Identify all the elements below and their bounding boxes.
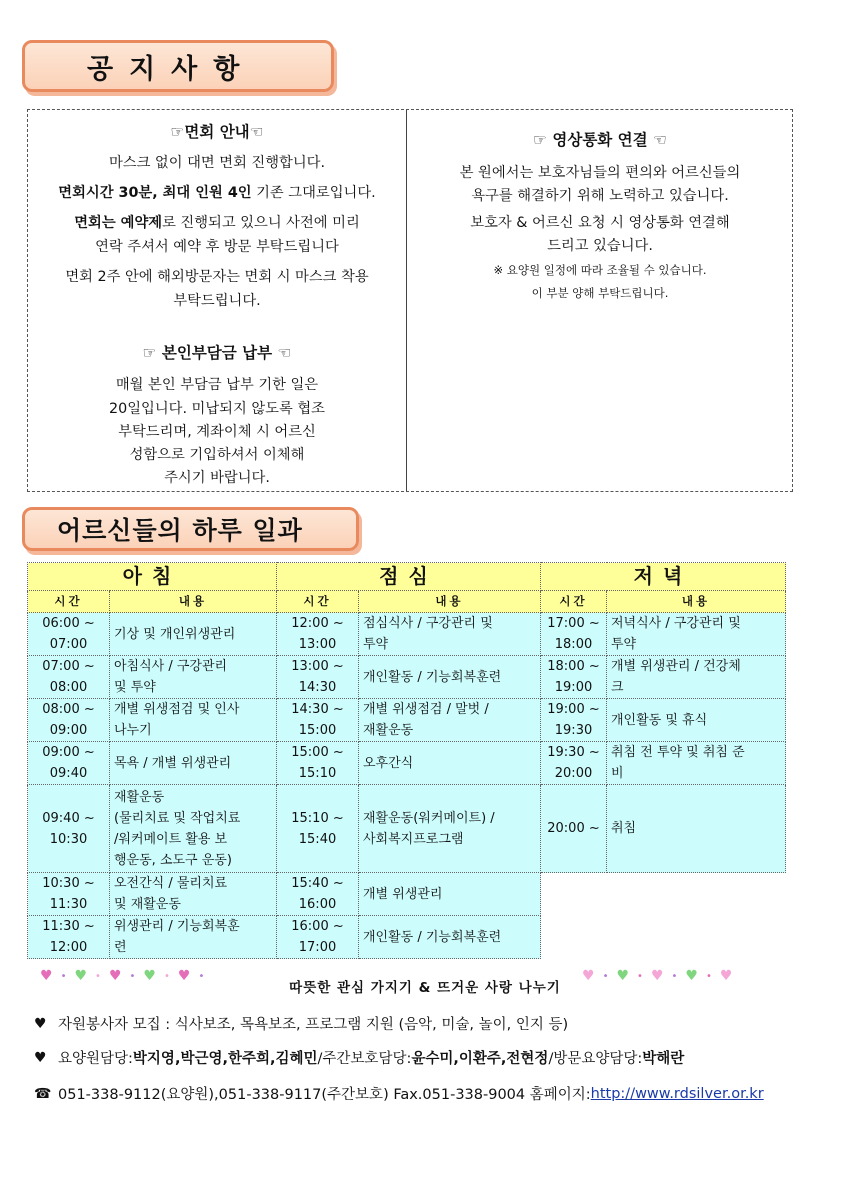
activity-line: 나누기 bbox=[114, 723, 152, 738]
table-row bbox=[28, 916, 786, 959]
heart-icon: ♥ bbox=[108, 968, 122, 984]
activity-cell bbox=[607, 656, 786, 699]
time-cell bbox=[277, 873, 359, 916]
activity-cell bbox=[359, 873, 541, 916]
visit-line-rest: 로 진행되고 있으니 사전에 미리 bbox=[162, 215, 360, 231]
activity-line: 사회복지프로그램 bbox=[363, 831, 464, 847]
time-header: 시간 bbox=[541, 591, 607, 613]
time-end: 12:00 bbox=[49, 940, 88, 955]
empty-cell bbox=[541, 916, 786, 959]
activity-cell bbox=[359, 613, 541, 656]
time-cell bbox=[541, 656, 607, 699]
contact-text: 051-338-9112(요양원),051-338-9117(주간보호) Fax.051-338-9004 홈페이지: bbox=[58, 1087, 591, 1103]
activity-line: 오전간식 / 물리치료 bbox=[114, 876, 228, 891]
staff-names: 박지영,박근영,한주희,김혜민 bbox=[132, 1051, 318, 1067]
schedule-banner-title: 어르신들의 하루 일과 bbox=[57, 516, 303, 545]
time-end: 08:00 bbox=[49, 680, 88, 695]
time-start: 18:00 ~ bbox=[547, 659, 600, 674]
time-cell bbox=[277, 699, 359, 742]
video-line: 드리고 있습니다. bbox=[547, 238, 653, 254]
activity-line: 저녁식사 / 구강관리 및 bbox=[611, 616, 741, 631]
activity-line: 비 bbox=[611, 766, 624, 781]
time-end: 20:00 bbox=[554, 766, 593, 781]
time-end: 13:00 bbox=[298, 637, 337, 652]
time-start: 08:00 ~ bbox=[42, 702, 95, 717]
heart-icon: ♥ bbox=[719, 968, 733, 984]
table-row bbox=[28, 699, 786, 742]
dot-icon: • bbox=[198, 970, 205, 982]
table-row bbox=[28, 613, 786, 656]
activity-cell bbox=[359, 785, 541, 873]
time-start: 14:30 ~ bbox=[291, 702, 344, 717]
time-start: 11:30 ~ bbox=[42, 919, 95, 934]
activity-line: (물리치료 및 작업치료 bbox=[114, 810, 241, 826]
time-end: 11:30 bbox=[49, 897, 88, 912]
time-start: 10:30 ~ bbox=[42, 876, 95, 891]
dot-icon: • bbox=[60, 970, 67, 982]
heart-icon: ♥ bbox=[685, 968, 698, 984]
heart-icon: ♥ bbox=[650, 968, 664, 984]
column-header-row bbox=[28, 591, 786, 613]
activity-line: 개인활동 / 기능회복훈련 bbox=[363, 929, 502, 945]
time-start: 19:00 ~ bbox=[547, 702, 600, 717]
time-end: 15:10 bbox=[298, 766, 337, 781]
time-cell bbox=[541, 742, 607, 785]
visit-line: 마스크 없이 대면 면회 진행합니다. bbox=[108, 155, 326, 171]
visit-line: 면회 2주 안에 해외방문자는 면회 시 마스크 착용 bbox=[65, 269, 369, 285]
activity-line: 및 투약 bbox=[114, 680, 156, 695]
activity-line: 개별 위생관리 / 건강체 bbox=[611, 659, 741, 674]
video-note: 이 부분 양해 부탁드립니다. bbox=[531, 286, 669, 300]
empty-cell bbox=[541, 873, 786, 916]
time-end: 09:00 bbox=[49, 723, 88, 738]
time-start: 16:00 ~ bbox=[291, 919, 344, 934]
video-line: 본 원에서는 보호자님들의 편의와 어르신들의 bbox=[459, 165, 741, 181]
visit-line: 부탁드립니다. bbox=[173, 293, 261, 309]
activity-line: 오후간식 bbox=[363, 755, 414, 771]
visit-line bbox=[28, 212, 406, 232]
activity-line: 목욕 / 개별 위생관리 bbox=[114, 755, 232, 771]
time-cell bbox=[28, 656, 110, 699]
heart-icon: ♥ bbox=[143, 968, 156, 984]
heart-icon: ♥ bbox=[34, 1049, 47, 1066]
time-start: 17:00 ~ bbox=[547, 616, 600, 631]
heart-icon: ♥ bbox=[582, 968, 595, 984]
activity-cell bbox=[359, 699, 541, 742]
period-lunch: 점심 bbox=[277, 563, 541, 591]
staff-label: /방문요양담당: bbox=[548, 1051, 643, 1067]
dot-icon: • bbox=[671, 970, 678, 982]
activity-line: 련 bbox=[114, 940, 127, 955]
time-header: 시간 bbox=[28, 591, 110, 613]
visit-line bbox=[28, 182, 406, 202]
payment-line: 주시기 바랍니다. bbox=[164, 470, 270, 486]
time-cell bbox=[28, 699, 110, 742]
payment-line: 부탁드리며, 계좌이체 시 어르신 bbox=[118, 424, 316, 440]
time-cell bbox=[28, 873, 110, 916]
time-cell bbox=[277, 916, 359, 959]
time-start: 19:30 ~ bbox=[547, 745, 600, 760]
staff-names: 윤수미,이환주,전현정 bbox=[411, 1051, 549, 1067]
activity-line: 재활운동 bbox=[114, 789, 165, 805]
time-end: 07:00 bbox=[49, 637, 88, 652]
staff-label: /주간보호담당: bbox=[317, 1051, 412, 1067]
activity-cell bbox=[607, 699, 786, 742]
schedule-banner bbox=[22, 507, 359, 551]
video-line: 보호자 & 어르신 요청 시 영상통화 연결해 bbox=[470, 215, 730, 231]
time-start: 20:00 ~ bbox=[547, 821, 600, 836]
volunteer-text: 자원봉사자 모집 : 식사보조, 목욕보조, 프로그램 지원 (음악, 미술, 놀이, 인지 등) bbox=[58, 1017, 569, 1033]
visit-heading: ☞면회 안내☜ bbox=[170, 123, 264, 141]
activity-cell bbox=[359, 656, 541, 699]
table-row bbox=[28, 656, 786, 699]
heart-decoration-right bbox=[582, 962, 740, 990]
activity-line: 점심식사 / 구강관리 및 bbox=[363, 616, 493, 631]
activity-cell bbox=[110, 742, 277, 785]
activity-line: 개별 위생점검 및 인사 bbox=[114, 702, 240, 717]
motto: 따뜻한 관심 가지기 & 뜨거운 사랑 나누기 bbox=[289, 980, 561, 996]
notice-box bbox=[27, 109, 793, 492]
time-start: 09:00 ~ bbox=[42, 745, 95, 760]
time-cell bbox=[541, 699, 607, 742]
notice-banner-title: 공지사항 bbox=[87, 53, 256, 85]
heart-icon: ♥ bbox=[40, 968, 53, 984]
table-row bbox=[28, 742, 786, 785]
notice-banner bbox=[22, 40, 334, 92]
activity-line: /워커메이트 활용 보 bbox=[114, 831, 228, 847]
time-cell bbox=[277, 742, 359, 785]
activity-line: 기상 및 개인위생관리 bbox=[114, 626, 236, 642]
activity-line: 개인활동 / 기능회복훈련 bbox=[363, 669, 502, 685]
dot-icon: • bbox=[95, 970, 101, 982]
heart-icon: ♥ bbox=[177, 968, 191, 984]
activity-line: 행운동, 소도구 운동) bbox=[114, 852, 232, 868]
content-header: 내용 bbox=[110, 591, 277, 613]
heart-icon: ♥ bbox=[34, 1015, 47, 1032]
payment-heading: ☞ 본인부담금 납부 ☜ bbox=[142, 344, 292, 362]
time-start: 13:00 ~ bbox=[291, 659, 344, 674]
activity-cell bbox=[607, 613, 786, 656]
time-end: 09:40 bbox=[49, 766, 88, 781]
phone-icon: ☎ bbox=[34, 1085, 52, 1102]
time-cell bbox=[28, 916, 110, 959]
table-row bbox=[28, 785, 786, 873]
time-end: 16:00 bbox=[298, 897, 337, 912]
time-cell bbox=[28, 613, 110, 656]
activity-line: 투약 bbox=[611, 637, 637, 652]
time-end: 14:30 bbox=[298, 680, 337, 695]
time-start: 07:00 ~ bbox=[42, 659, 95, 674]
content-header: 내용 bbox=[359, 591, 541, 613]
time-end: 15:40 bbox=[298, 831, 337, 847]
time-start: 15:00 ~ bbox=[291, 745, 344, 760]
activity-line: 개인활동 및 휴식 bbox=[611, 712, 708, 728]
time-cell bbox=[541, 613, 607, 656]
time-start: 15:40 ~ bbox=[291, 876, 344, 891]
activity-line: 위생관리 / 기능회복훈 bbox=[114, 919, 240, 934]
activity-line: 취침 전 투약 및 취침 준 bbox=[611, 745, 745, 760]
activity-line: 개별 위생관리 bbox=[363, 886, 443, 902]
time-cell bbox=[277, 785, 359, 873]
payment-line: 성함으로 기입하셔서 이체해 bbox=[129, 447, 305, 463]
payment-line: 20일입니다. 미납되지 않도록 협조 bbox=[109, 401, 325, 417]
time-cell bbox=[277, 613, 359, 656]
time-start: 15:10 ~ bbox=[291, 810, 344, 826]
content-header: 내용 bbox=[607, 591, 786, 613]
time-cell bbox=[28, 742, 110, 785]
dot-icon: • bbox=[163, 970, 170, 982]
heart-decoration-left bbox=[40, 962, 212, 990]
activity-cell bbox=[110, 785, 277, 873]
time-start: 09:40 ~ bbox=[42, 810, 95, 826]
dot-icon: • bbox=[129, 970, 136, 982]
time-start: 06:00 ~ bbox=[42, 616, 95, 631]
dot-icon: • bbox=[637, 970, 643, 982]
time-header: 시간 bbox=[277, 591, 359, 613]
activity-line: 및 재활운동 bbox=[114, 897, 181, 912]
activity-cell bbox=[110, 699, 277, 742]
video-heading: ☞ 영상통화 연결 ☜ bbox=[533, 131, 667, 149]
activity-cell bbox=[359, 916, 541, 959]
dot-icon: • bbox=[602, 970, 609, 982]
daily-schedule-table bbox=[27, 562, 786, 959]
period-header-row bbox=[28, 563, 786, 591]
activity-line: 크 bbox=[611, 680, 624, 695]
activity-cell bbox=[110, 873, 277, 916]
period-morning: 아침 bbox=[28, 563, 277, 591]
activity-line: 개별 위생점검 / 말벗 / bbox=[363, 702, 489, 717]
activity-cell bbox=[110, 613, 277, 656]
contact-line bbox=[34, 1083, 764, 1104]
homepage-link[interactable]: http://www.rdsilver.or.kr bbox=[590, 1085, 764, 1102]
video-note: ※ 요양원 일정에 따라 조율될 수 있습니다. bbox=[493, 263, 707, 277]
time-cell bbox=[277, 656, 359, 699]
payment-line: 매월 본인 부담금 납부 기한 일은 bbox=[115, 377, 319, 393]
period-evening: 저녁 bbox=[541, 563, 786, 591]
activity-line: 재활운동(워커메이트) / bbox=[363, 810, 495, 826]
time-end: 17:00 bbox=[298, 940, 337, 955]
time-end: 19:30 bbox=[554, 723, 593, 738]
visit-line: 연락 주셔서 예약 후 방문 부탁드립니다 bbox=[95, 239, 339, 255]
staff-line bbox=[34, 1047, 684, 1068]
visit-line-bold: 면회는 예약제 bbox=[74, 215, 163, 231]
activity-line: 아침식사 / 구강관리 bbox=[114, 659, 228, 674]
activity-line: 투약 bbox=[363, 637, 389, 652]
activity-line: 취침 bbox=[611, 821, 637, 836]
heart-icon: ♥ bbox=[616, 968, 630, 984]
activity-cell bbox=[359, 742, 541, 785]
time-start: 12:00 ~ bbox=[291, 616, 344, 631]
volunteer-line bbox=[34, 1013, 568, 1034]
time-end: 15:00 bbox=[298, 723, 337, 738]
visit-line-rest: 기존 그대로입니다. bbox=[251, 185, 376, 201]
time-end: 10:30 bbox=[49, 831, 88, 847]
dot-icon: • bbox=[705, 970, 712, 982]
visit-line-bold: 면회시간 30분, 최대 인원 4인 bbox=[58, 185, 252, 201]
table-row bbox=[28, 873, 786, 916]
heart-icon: ♥ bbox=[74, 968, 88, 984]
time-cell bbox=[28, 785, 110, 873]
activity-cell bbox=[607, 785, 786, 873]
video-line: 욕구를 해결하기 위해 노력하고 있습니다. bbox=[471, 188, 729, 204]
activity-cell bbox=[110, 916, 277, 959]
activity-cell bbox=[110, 656, 277, 699]
activity-line: 재활운동 bbox=[363, 723, 414, 738]
staff-label: 요양원담당: bbox=[58, 1051, 133, 1067]
time-end: 19:00 bbox=[554, 680, 593, 695]
activity-cell bbox=[607, 742, 786, 785]
time-end: 18:00 bbox=[554, 637, 593, 652]
time-cell bbox=[541, 785, 607, 873]
staff-names: 박해란 bbox=[642, 1051, 685, 1067]
